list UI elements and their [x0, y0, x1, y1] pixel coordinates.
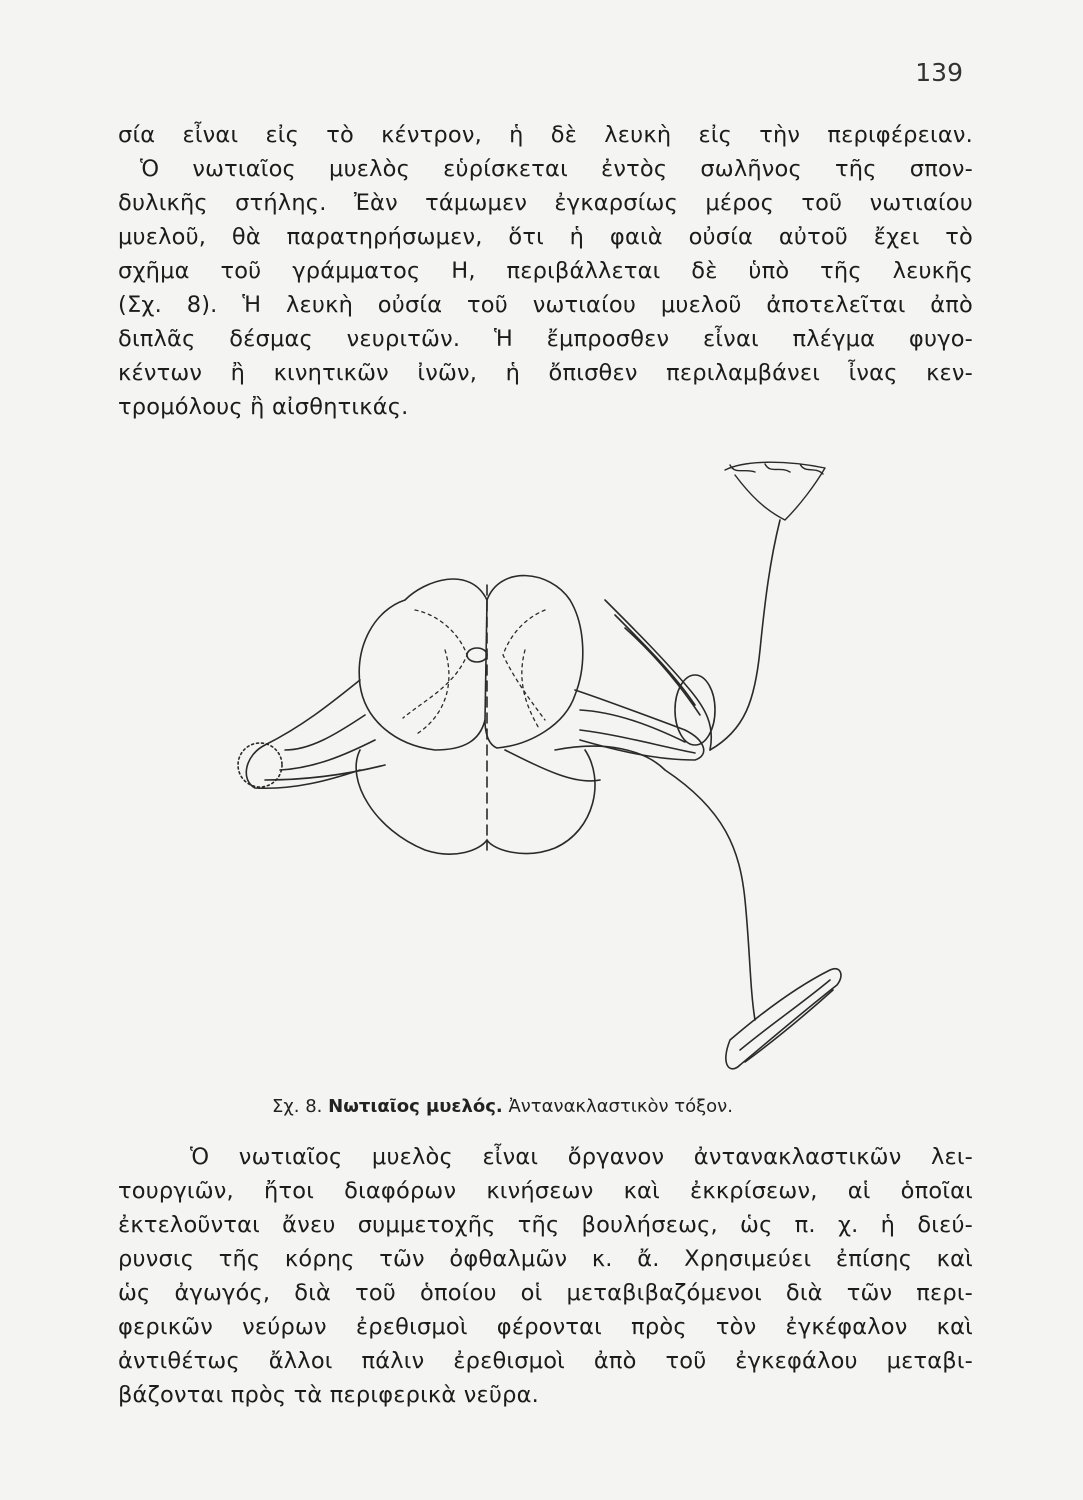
- text-line: Ὁ νωτιαῖος μυελὸς εἶναι ὄργανον ἀντανακλαστικῶν λει-: [190, 1144, 973, 1170]
- spinal-cord-outline-right: [485, 576, 583, 748]
- text-line: διπλᾶς δέσμας νευριτῶν. Ἡ ἔμπροσθεν εἶναι πλέγμα φυγο-: [118, 326, 973, 352]
- caption-text: Ἀντανακλαστικὸν τόξον.: [508, 1096, 733, 1117]
- text-line: φερικῶν νεύρων ἐρεθισμοὶ φέρονται πρὸς τὸν ἐγκέφαλον καὶ: [118, 1314, 973, 1340]
- grey-matter: [403, 610, 545, 735]
- page-number: 139: [915, 58, 963, 87]
- text-line: ὡς ἀγωγός, διὰ τοῦ ὁποίου οἱ μεταβιβαζόμενοι διὰ τῶν περι-: [118, 1280, 973, 1306]
- caption-title: Νωτιαῖος μυελός.: [328, 1096, 503, 1117]
- text-line: ἐκτελοῦνται ἄνευ συμμετοχῆς τῆς βουλήσεως, ὡς π. χ. ἡ διεύ-: [118, 1212, 973, 1238]
- caption-prefix: Σχ. 8.: [272, 1096, 323, 1117]
- paragraph-2: [118, 1140, 973, 1412]
- right-nerve-root: [575, 690, 704, 760]
- sensory-fibre: [710, 520, 780, 750]
- text-line: τουργιῶν, ἤτοι διαφόρων κινήσεων καὶ ἐκκρίσεων, αἱ ὁποῖαι: [118, 1178, 973, 1204]
- text-line: σία εἶναι εἰς τὸ κέντρον, ἡ δὲ λευκὴ εἰς τὴν περιφέρειαν.: [118, 122, 973, 148]
- left-nerve-root: [246, 680, 385, 788]
- text-line: βάζονται πρὸς τὰ περιφερικὰ νεῦρα.: [118, 1382, 539, 1408]
- text-line: (Σχ. 8). Ἡ λευκὴ οὐσία τοῦ νωτιαίου μυελοῦ ἀποτελεῖται ἀπὸ: [118, 292, 973, 318]
- spinal-cord-lower: [356, 750, 595, 854]
- text-line: ἀντιθέτως ἄλλοι πάλιν ἐρεθισμοὶ ἀπὸ τοῦ ἐγκεφάλου μεταβι-: [118, 1348, 973, 1374]
- text-line: τρομόλους ἢ αἰσθητικάς.: [118, 394, 409, 420]
- text-line: ρυνσις τῆς κόρης τῶν ὀφθαλμῶν κ. ἄ. Χρησιμεύει ἐπίσης καὶ: [118, 1246, 973, 1272]
- paragraph-1: [118, 118, 973, 424]
- text-line: σχῆμα τοῦ γράμματος Η, περιβάλλεται δὲ ὑπὸ τῆς λευκῆς: [118, 258, 973, 284]
- text-line: δυλικῆς στήλης. Ἐὰν τάμωμεν ἐγκαρσίως μέρος τοῦ νωτιαίου: [118, 190, 973, 216]
- spinal-cord-reflex-arc-illustration: [225, 450, 855, 1095]
- motor-fibre: [555, 746, 755, 1020]
- figure-caption: [272, 1096, 733, 1117]
- spinal-cord-outline: [359, 579, 487, 750]
- muscle: [726, 969, 841, 1069]
- text-line: κέντων ἢ κινητικῶν ἰνῶν, ἡ ὄπισθεν περιλαμβάνει ἶνας κεν-: [118, 360, 973, 386]
- text-line: Ὁ νωτιαῖος μυελὸς εὑρίσκεται ἐντὸς σωλῆνος τῆς σπον-: [140, 156, 973, 182]
- text-line: μυελοῦ, θὰ παρατηρήσωμεν, ὅτι ἡ φαιὰ οὐσία αὐτοῦ ἔχει τὸ: [118, 224, 973, 250]
